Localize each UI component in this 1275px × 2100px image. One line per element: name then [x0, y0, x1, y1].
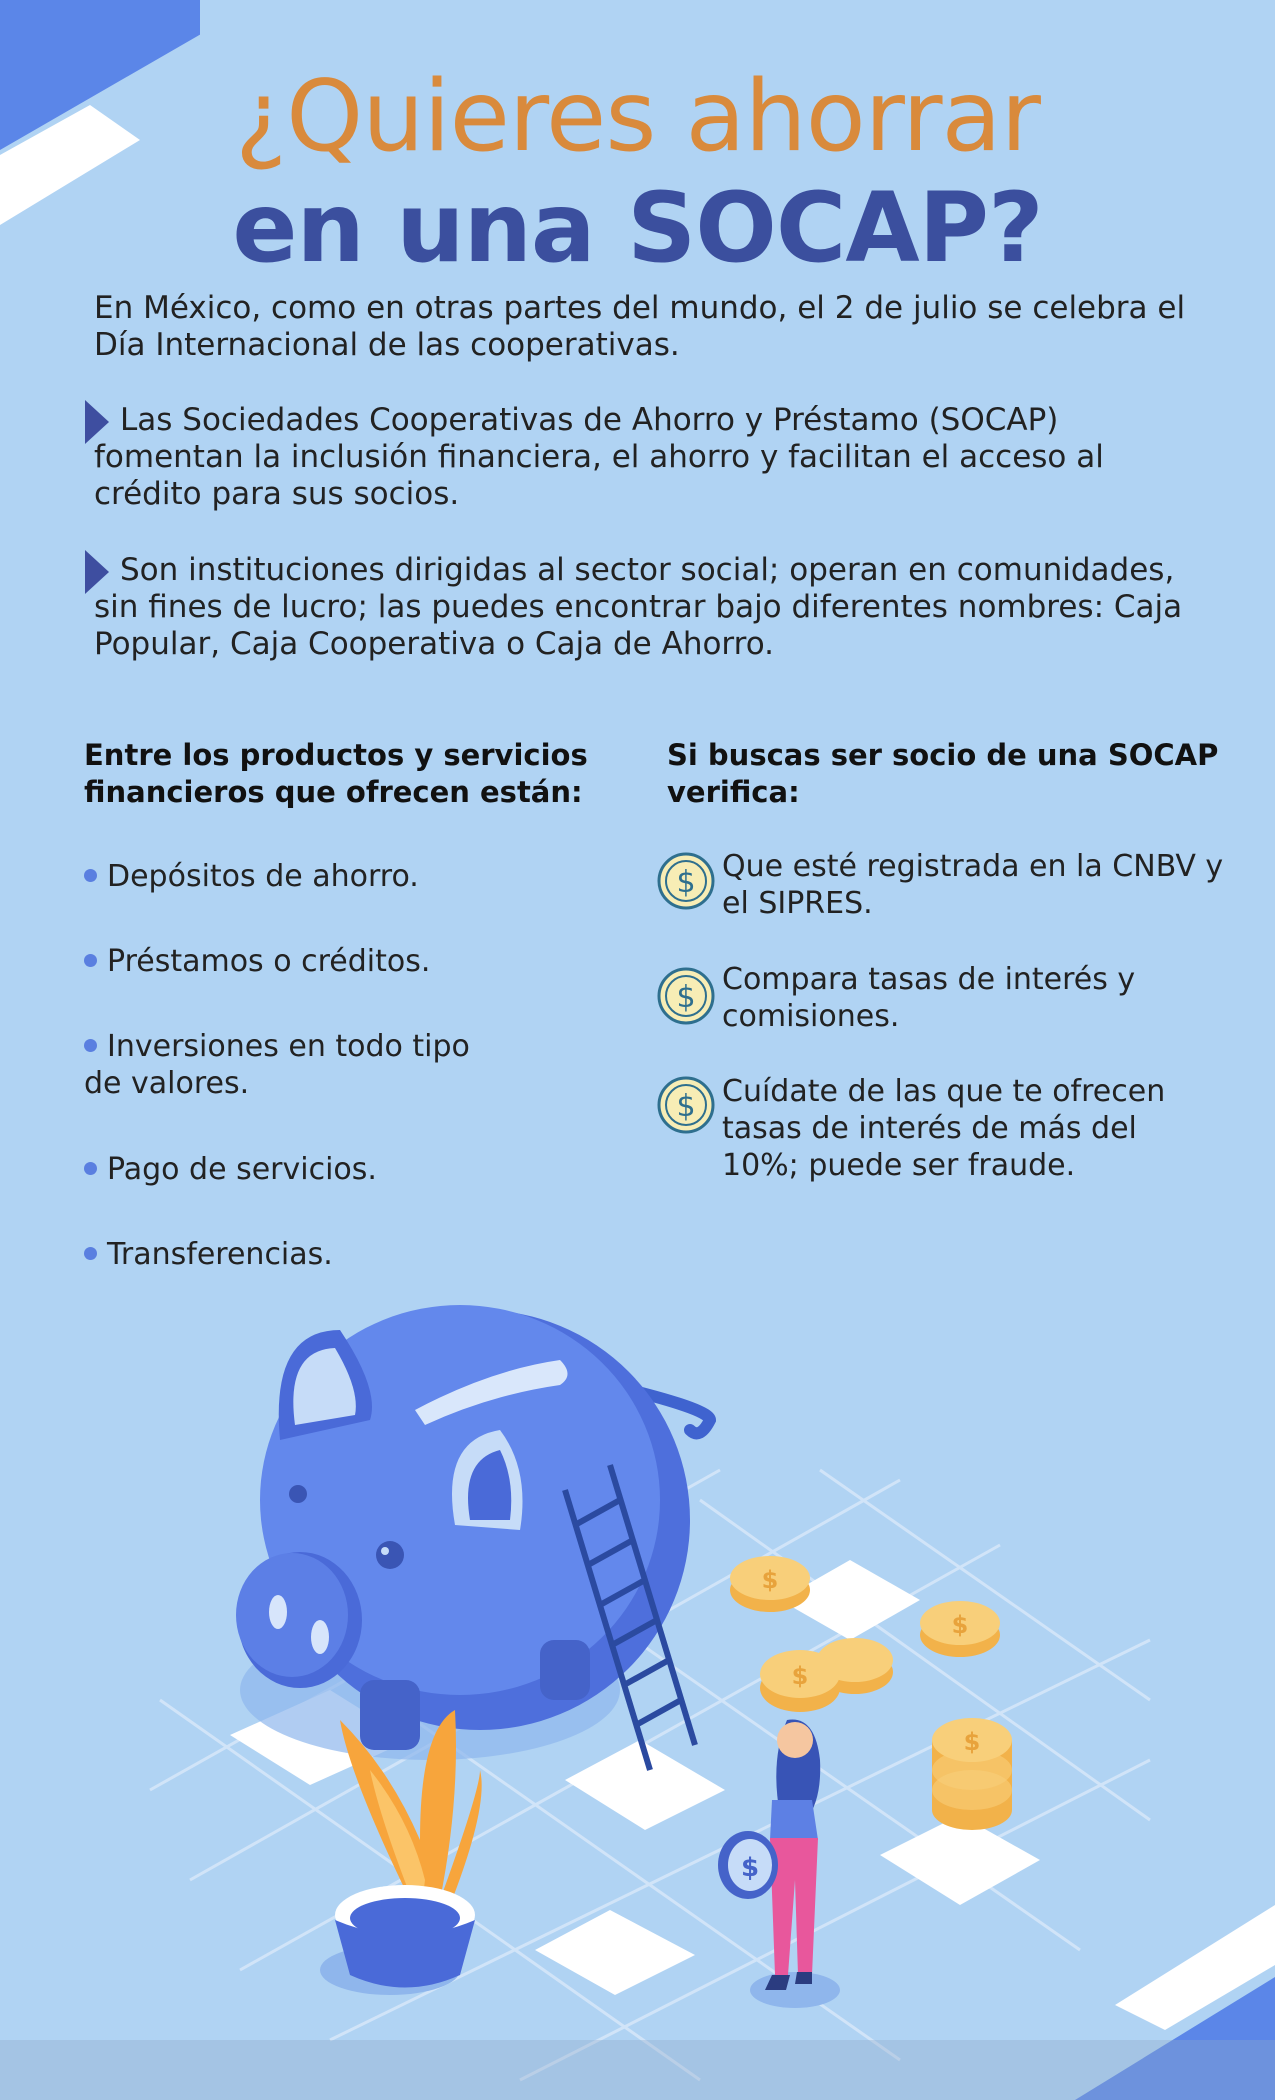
verify-item: Que esté registrada en la CNBV y el SIPRES. [722, 849, 1224, 921]
page-title [0, 62, 1275, 284]
svg-text:$: $ [676, 865, 696, 900]
products-heading: Entre los productos y servicios financieros que ofrecen están: [84, 738, 588, 809]
product-item: Pago de servicios. [84, 1151, 524, 1188]
svg-text:$: $ [676, 980, 696, 1015]
dollar-coin-icon [657, 852, 715, 910]
dollar-coin-icon [657, 1076, 715, 1134]
info-bullet-2: Son instituciones dirigidas al sector social; operan en comunidades, sin fines de lucro; las puedes encontrar bajo diferentes nombres: Caja Popular, Caja Cooperativa o Caja de Ahorro. [94, 552, 1183, 662]
dollar-coin-icon [657, 967, 715, 1025]
product-item: Transferencias. [84, 1236, 524, 1273]
bullet-dot-icon [84, 1162, 97, 1175]
piggy-bank [236, 1305, 710, 1750]
verify-heading: Si buscas ser socio de una SOCAP verifica: [667, 738, 1219, 809]
svg-text:$: $ [963, 1728, 981, 1756]
title-line-1: ¿Quieres ahorrar [235, 60, 1040, 174]
intro-paragraph: En México, como en otras partes del mundo, el 2 de julio se celebra el Día Internacional de las cooperativas. [94, 290, 1186, 363]
info-bullet-1: Las Sociedades Cooperativas de Ahorro y Préstamo (SOCAP) fomentan la inclusión financiera, el ahorro y facilitan el acceso al crédito para sus socios. [94, 402, 1104, 512]
woman-figure [718, 1720, 820, 1991]
bullet-dot-icon [84, 1247, 97, 1260]
svg-text:$: $ [951, 1611, 969, 1639]
svg-text:$: $ [740, 1853, 760, 1883]
svg-text:$: $ [676, 1089, 696, 1124]
product-item: Préstamos o créditos. [84, 943, 524, 980]
bullet-dot-icon [84, 954, 97, 967]
title-line-2: en una SOCAP? [232, 172, 1043, 284]
verify-item: Compara tasas de interés y comisiones. [722, 962, 1136, 1034]
svg-text:$: $ [761, 1566, 779, 1594]
svg-text:$: $ [791, 1662, 809, 1690]
bullet-dot-icon [84, 869, 97, 882]
piggy-bank-illustration [0, 1290, 1275, 2100]
product-item: Depósitos de ahorro. [84, 858, 524, 895]
product-item: Inversiones en todo tipo de valores. [84, 1029, 470, 1101]
bullet-dot-icon [84, 1039, 97, 1052]
verify-item: Cuídate de las que te ofrecen tasas de interés de más del 10%; puede ser fraude. [722, 1074, 1166, 1183]
